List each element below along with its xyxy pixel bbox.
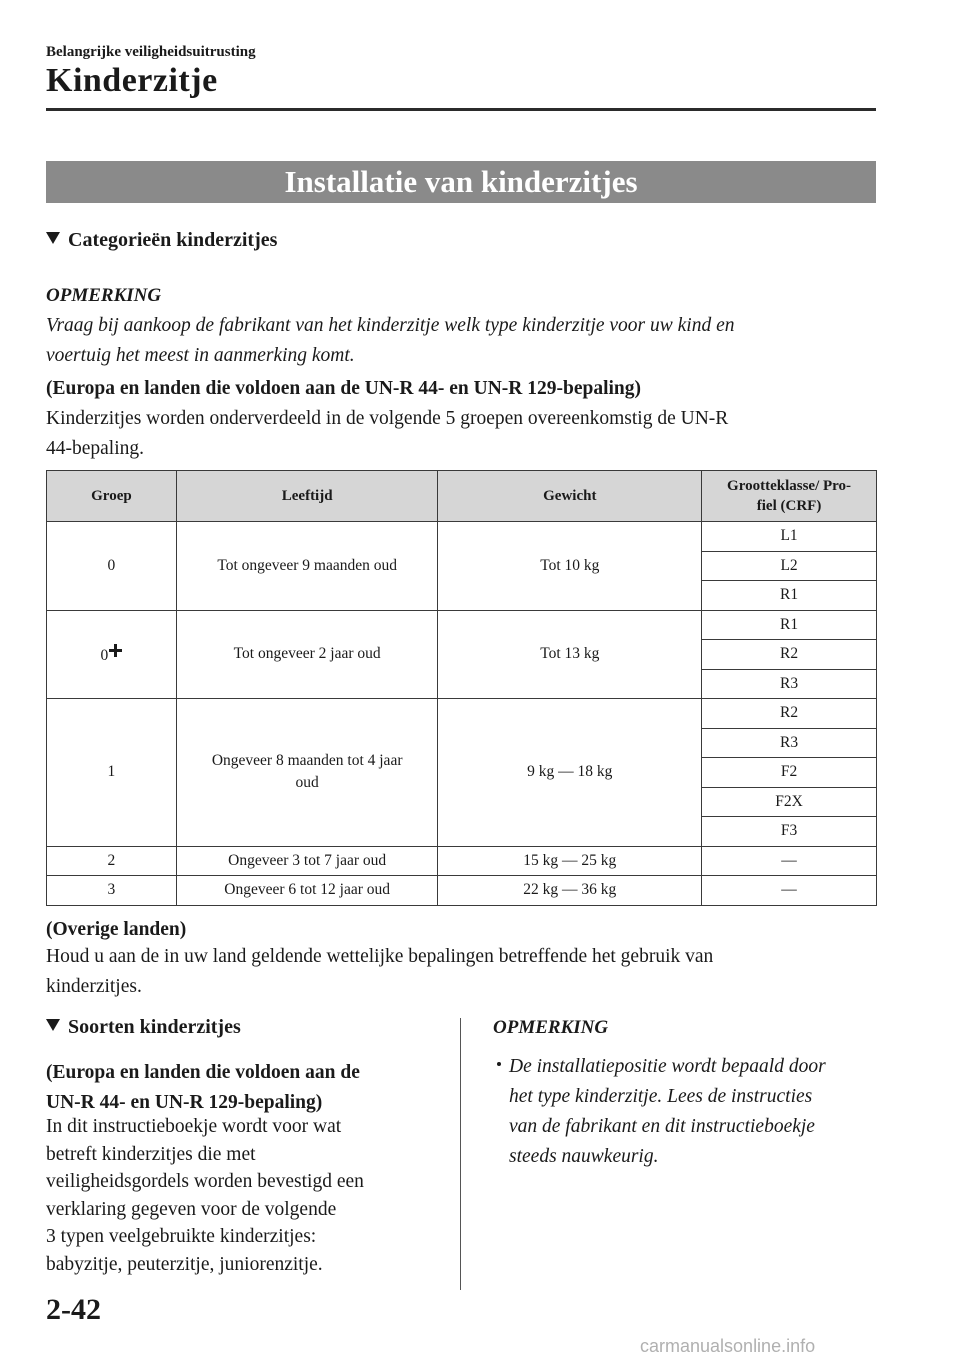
header-grootteklasse: Grootteklasse/ Pro- fiel (CRF) [702, 471, 877, 522]
cell-leeftijd: Ongeveer 8 maanden tot 4 jaar oud [176, 699, 438, 847]
cell-gewicht: 22 kg — 36 kg [438, 876, 702, 906]
note-text: Vraag bij aankoop de fabrikant van het kinderzitje welk type kinderzitje voor uw kind en voertuig het meest in aanmerking komt. [46, 315, 735, 366]
europe-heading: (Europa en landen die voldoen aan de UN-R 44- en UN-R 129-bepaling) [46, 378, 641, 399]
table-row [47, 610, 877, 640]
cell-groep: 1 [47, 699, 177, 847]
other-countries-heading: (Overige landen) [46, 919, 187, 940]
types-text: In dit instructieboekje wordt voor wat betreft kinderzitjes die met veiligheidsgordels worden bevestigd een verklaring gegeven voor de volgende 3 typen veelgebruikte kinderzitjes: babyzitje, peuterzitje, juniorenzitje. [46, 1116, 364, 1275]
cell-gewicht: Tot 10 kg [438, 522, 702, 611]
table-row [47, 522, 877, 552]
triangle-down-icon [46, 232, 60, 244]
cell-klasse: R1 [702, 581, 877, 611]
table-row [47, 699, 877, 729]
header-gewicht: Gewicht [438, 471, 702, 522]
chapter-title: Kinderzitje [46, 62, 218, 99]
cell-klasse: F2X [702, 787, 877, 817]
triangle-down-icon [46, 1019, 60, 1031]
categories-heading: Categorieën kinderzitjes [46, 229, 277, 252]
note2-heading: OPMERKING [493, 1017, 609, 1038]
plus-icon [109, 644, 122, 657]
cell-klasse: R1 [702, 610, 877, 640]
cell-leeftijd: Ongeveer 3 tot 7 jaar oud [176, 846, 438, 876]
types-heading: Soorten kinderzitjes [46, 1016, 241, 1039]
cell-klasse: L2 [702, 551, 877, 581]
cell-klasse: R3 [702, 669, 877, 699]
cell-groep: 2 [47, 846, 177, 876]
cell-klasse: — [702, 876, 877, 906]
cell-klasse: R3 [702, 728, 877, 758]
child-seat-groups-table [46, 470, 877, 906]
page-number: 2-42 [46, 1293, 101, 1326]
section-banner: Installatie van kinderzitjes [46, 161, 876, 203]
table-row [47, 876, 877, 906]
cell-gewicht: 9 kg — 18 kg [438, 699, 702, 847]
cell-leeftijd: Tot ongeveer 9 maanden oud [176, 522, 438, 611]
cell-klasse: F3 [702, 817, 877, 847]
note2-text: De installatiepositie wordt bepaald door het type kinderzitje. Lees de instructies van de fabrikant en dit instructieboekje steeds nauwkeurig. [497, 1052, 897, 1172]
header-rule [46, 108, 876, 111]
cell-leeftijd: Tot ongeveer 2 jaar oud [176, 610, 438, 699]
cell-leeftijd: Ongeveer 6 tot 12 jaar oud [176, 876, 438, 906]
other-countries-text: Houd u aan de in uw land geldende wettelijke bepalingen betreffende het gebruik van kinderzitjes. [46, 946, 714, 997]
cell-gewicht: 15 kg — 25 kg [438, 846, 702, 876]
note-heading: OPMERKING [46, 285, 162, 306]
header-groep: Groep [47, 471, 177, 522]
watermark: carmanualsonline.info [640, 1336, 816, 1356]
cell-klasse: — [702, 846, 877, 876]
cell-klasse: R2 [702, 640, 877, 670]
cell-groep: 0 [47, 610, 177, 699]
table-row [47, 846, 877, 876]
types-subheading: (Europa en landen die voldoen aan de UN-R 44- en UN-R 129-bepaling) [46, 1062, 360, 1113]
bullet-icon [497, 1062, 501, 1066]
europe-text: Kinderzitjes worden onderverdeeld in de volgende 5 groepen overeenkomstig de UN-R 44-bepaling. [46, 408, 729, 459]
column-divider [460, 1018, 461, 1290]
section-supertitle: Belangrijke veiligheidsuitrusting [46, 44, 256, 60]
cell-klasse: R2 [702, 699, 877, 729]
cell-groep: 0 [47, 522, 177, 611]
cell-klasse: F2 [702, 758, 877, 788]
cell-groep: 3 [47, 876, 177, 906]
header-leeftijd: Leeftijd [176, 471, 438, 522]
cell-gewicht: Tot 13 kg [438, 610, 702, 699]
table-header-row [47, 471, 877, 522]
cell-klasse: L1 [702, 522, 877, 552]
